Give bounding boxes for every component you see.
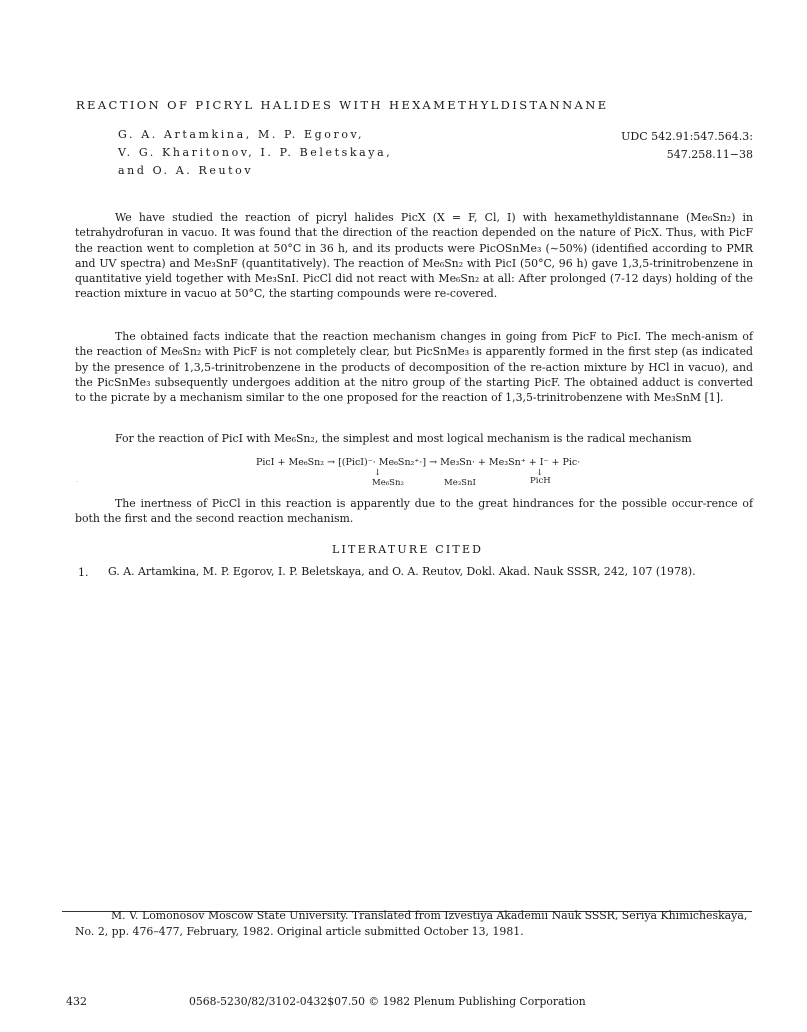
paragraph-inertness-text: The inertness of PicCl in this reaction is apparently due to the great hindrances for the possible occur-rence of both the first and the second reaction mechanism. [75, 497, 753, 526]
author-line-2: V. G. Kharitonov, I. P. Beletskaya, [118, 146, 393, 159]
paragraph-radical [75, 431, 753, 446]
reaction-product-pich: PicH [530, 476, 551, 486]
page-number: 432 [66, 995, 87, 1008]
footnote [75, 908, 755, 940]
reference-number: 1. [78, 566, 89, 579]
udc-line-2: 547.258.11−38 [666, 148, 753, 161]
reaction-product-trimethyltin-iodide: Me₃SnI [444, 478, 476, 488]
copyright-line: 0568-5230/82/3102-0432$07.50 © 1982 Plenum Publishing Corporation [189, 995, 586, 1008]
reference-text: G. A. Artamkina, M. P. Egorov, I. P. Beletskaya, and O. A. Reutov, Dokl. Akad. Nauk SSSR, 242, 107 (1978). [108, 565, 696, 578]
reaction-arrow-down-1: ↓ [374, 468, 382, 478]
paragraph-radical-text: For the reaction of PicI with Me₆Sn₂, the simplest and most logical mechanism is the radical mechanism [115, 432, 692, 445]
literature-heading: LITERATURE CITED [332, 543, 484, 556]
reaction-product-hexamethyldistannane: Me₆Sn₂ [372, 478, 404, 488]
udc-line-1: UDC 542.91:547.564.3: [621, 130, 753, 143]
reaction-arrow-down-2: ↓ [536, 468, 544, 478]
paragraph-inertness [75, 496, 753, 527]
reaction-scheme: PicI + Me₆Sn₂ → [(PicI)⁻· Me₆Sn₂⁺·] → Me₃Sn· + Me₃Sn⁺ + I⁻ + Pic· [256, 457, 581, 468]
paragraph-intro-text: We have studied the reaction of picryl halides PicX (X = F, Cl, I) with hexamethyldistannane (Me₆Sn₂) in tetrahydrofuran in vacuo. It was found that the direction of the reaction depended on the nature of PicX. Thus, with PicF the reaction went to completion at 50°C in 36 h, and its products were PicOSnMe₃ (∼50%) (identified according to PMR and UV spectra) and Me₃SnF (quantitatively). The reaction of Me₆Sn₂ with PicI (50°C, 96 h) gave 1,3,5-trinitrobenzene in quantitative yield together with Me₃SnI. PicCl did not react with Me₆Sn₂ at all: After prolonged (7-12 days) holding of the reaction mixture in vacuo at 50°C, the starting compounds were re-covered. [75, 211, 753, 301]
author-line-1: G. A. Artamkina, M. P. Egorov, [118, 128, 365, 141]
paragraph-mechanism-text: The obtained facts indicate that the reaction mechanism changes in going from PicF to PicI. The mech-anism of the reaction of Me₆Sn₂ with PicF is not completely clear, but PicSnMe₃ is apparently formed in the first step (as indicated by the presence of 1,3,5-trinitrobenzene in the products of decomposition of the re-action mixture by HCl in vacuo), and the PicSnMe₃ subsequently undergoes addition at the nitro group of the starting PicF. The obtained adduct is converted to the picrate by a mechanism similar to the one proposed for the reaction of 1,3,5-trinitrobenzene with Me₃SnM [1]. [75, 330, 753, 405]
margin-mark: · [76, 479, 78, 486]
article-title: REACTION OF PICRYL HALIDES WITH HEXAMETHYLDISTANNANE [76, 98, 609, 112]
paragraph-mechanism-discussion [75, 329, 753, 405]
author-line-3: and O. A. Reutov [118, 164, 254, 177]
footnote-text: M. V. Lomonosov Moscow State University. Translated from Izvestiya Akademii Nauk SSSR, Seriya Khimicheskaya, No. 2, pp. 476–477, February, 1982. Original article submitted October 13, 1981. [75, 909, 748, 938]
paragraph-intro [75, 210, 753, 302]
